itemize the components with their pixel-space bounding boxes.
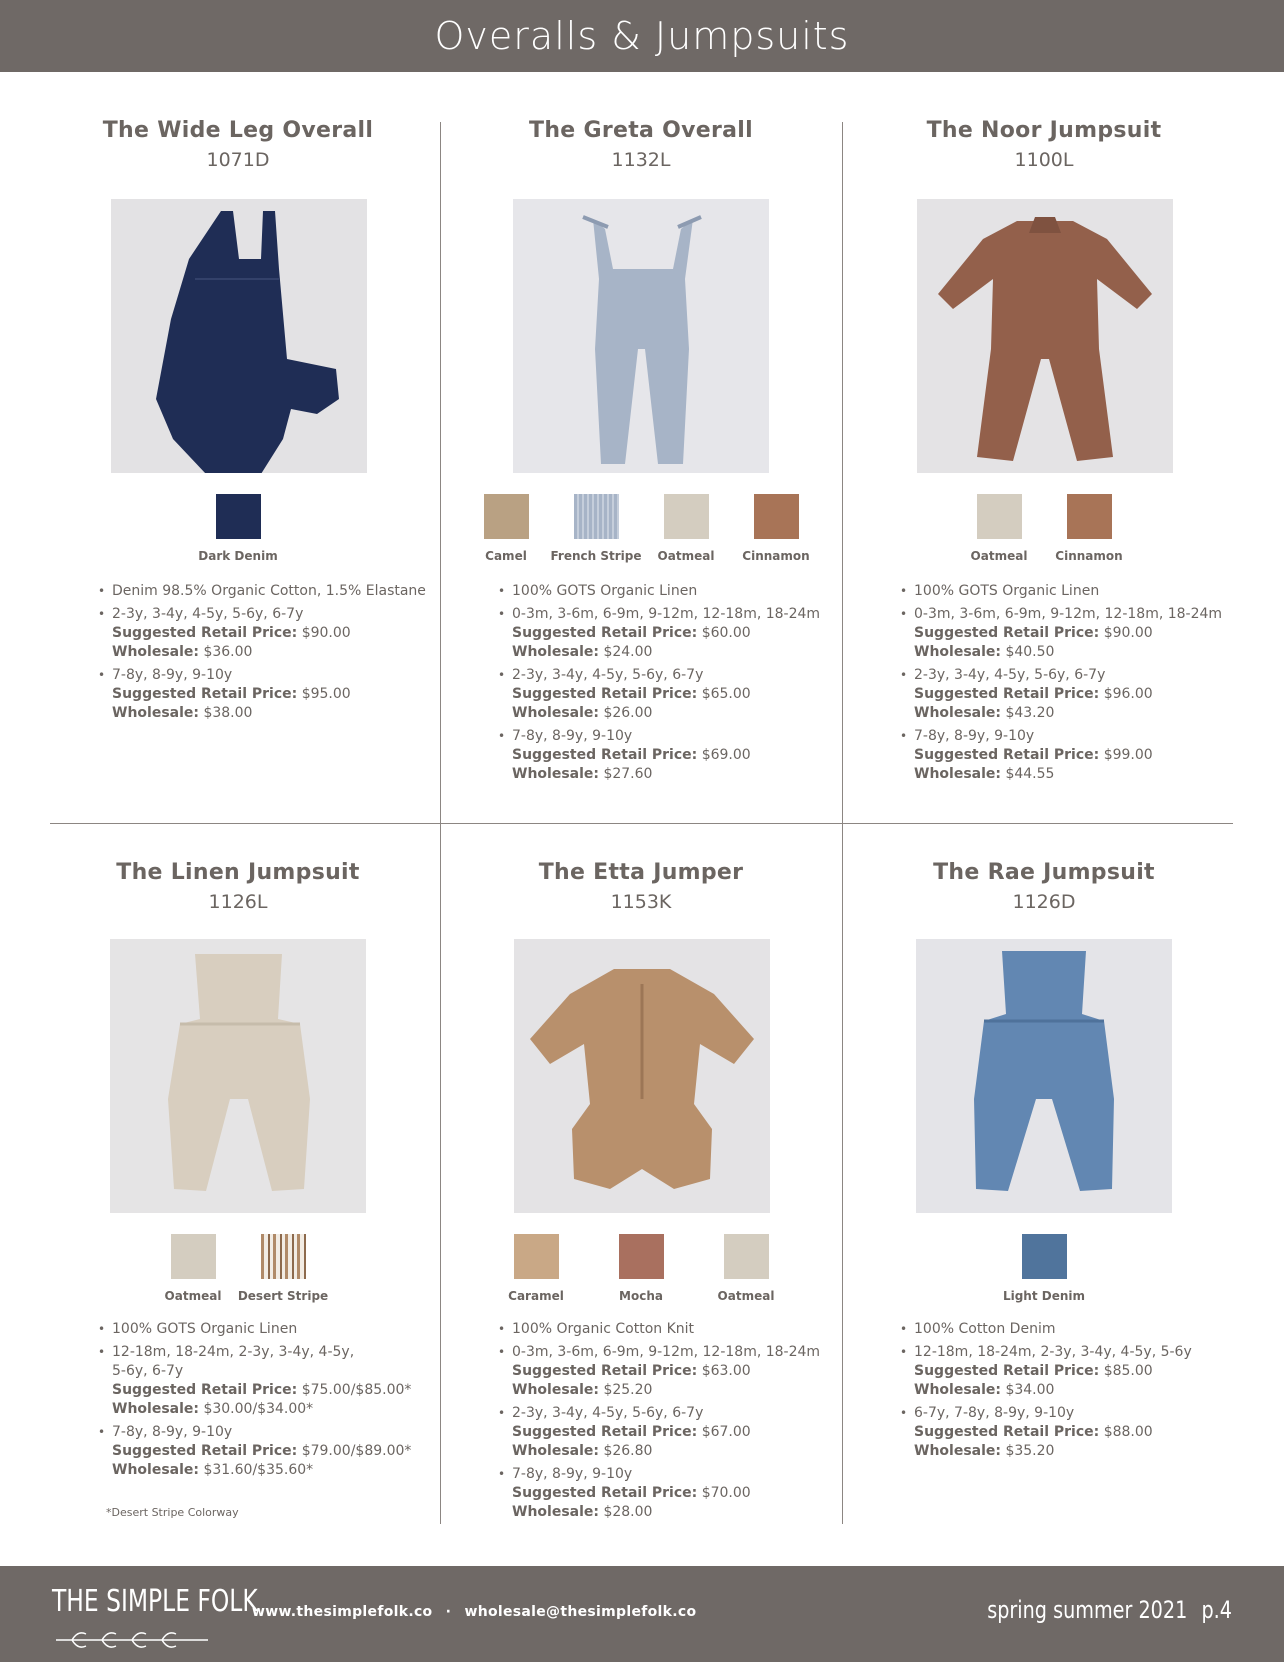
wholesale-label: Wholesale: xyxy=(512,1382,599,1398)
product-specs xyxy=(900,1320,1244,1465)
wholesale-label: Wholesale: xyxy=(512,644,599,660)
color-chip xyxy=(484,494,529,539)
swatch[interactable] xyxy=(641,494,731,563)
wholesale-price: $24.00 xyxy=(603,644,653,660)
spec-text: • 2-3y, 3-4y, 4-5y, 5-6y, 6-7y xyxy=(512,1405,704,1421)
color-swatches xyxy=(38,1234,438,1303)
spec-item xyxy=(900,582,1244,601)
retail-price: $75.00/$85.00* xyxy=(301,1382,412,1398)
product-card xyxy=(441,860,841,1520)
website-link[interactable]: www.thesimplefolk.co xyxy=(252,1604,433,1620)
spec-item xyxy=(98,582,438,601)
spec-text: • 7-8y, 8-9y, 9-10y xyxy=(914,728,1035,744)
retail-price: $99.00 xyxy=(1103,747,1153,763)
wholesale-price: $31.60/$35.60* xyxy=(203,1462,314,1478)
color-chip xyxy=(664,494,709,539)
color-swatches xyxy=(844,494,1244,563)
retail-price: $88.00 xyxy=(1103,1424,1153,1440)
wholesale-label: Wholesale: xyxy=(512,1504,599,1520)
color-chip xyxy=(977,494,1022,539)
spec-text: • 2-3y, 3-4y, 4-5y, 5-6y, 6-7y xyxy=(112,606,304,622)
product-code: 1126L xyxy=(208,891,268,913)
product-card xyxy=(441,118,841,818)
product-card xyxy=(38,118,438,818)
retail-label: Suggested Retail Price: xyxy=(914,1424,1100,1440)
product-name: The Noor Jumpsuit xyxy=(926,118,1162,143)
retail-price: $70.00 xyxy=(701,1485,751,1501)
retail-price: $67.00 xyxy=(701,1424,751,1440)
wholesale-label: Wholesale: xyxy=(512,1443,599,1459)
spec-item xyxy=(900,666,1244,723)
color-swatches xyxy=(844,1234,1244,1303)
swatch-label: Light Denim xyxy=(1002,1289,1086,1303)
page-number: p.4 xyxy=(1201,1596,1232,1624)
retail-price: $69.00 xyxy=(701,747,751,763)
swatch[interactable] xyxy=(551,494,641,563)
footnote: *Desert Stripe Colorway xyxy=(106,1506,239,1519)
page-footer xyxy=(0,1566,1284,1662)
retail-price: $65.00 xyxy=(701,686,751,702)
retail-price: $90.00 xyxy=(301,625,351,641)
spec-text: • 12-18m, 18-24m, 2-3y, 3-4y, 4-5y, xyxy=(112,1344,355,1360)
spec-item xyxy=(900,727,1244,784)
swatch-label: Dark Denim xyxy=(198,549,278,563)
swatch[interactable] xyxy=(193,494,283,563)
spec-item xyxy=(498,666,841,723)
product-name: The Greta Overall xyxy=(529,118,753,143)
swatch-label: Oatmeal xyxy=(657,549,715,563)
season-label xyxy=(987,1596,1232,1624)
retail-label: Suggested Retail Price: xyxy=(512,1363,698,1379)
retail-label: Suggested Retail Price: xyxy=(512,747,698,763)
wholesale-price: $36.00 xyxy=(203,644,253,660)
retail-price: $79.00/$89.00* xyxy=(301,1443,412,1459)
wholesale-label: Wholesale: xyxy=(112,1462,199,1478)
spec-text: • Denim 98.5% Organic Cotton, 1.5% Elastane xyxy=(112,583,426,599)
spec-text: • 2-3y, 3-4y, 4-5y, 5-6y, 6-7y xyxy=(914,667,1106,683)
color-chip xyxy=(514,1234,559,1279)
product-code: 1071D xyxy=(206,149,270,171)
spec-item xyxy=(498,727,841,784)
spec-item xyxy=(900,1404,1244,1461)
spec-item xyxy=(498,605,841,662)
spec-item xyxy=(98,1320,438,1339)
product-specs xyxy=(98,582,438,727)
spec-text: • 0-3m, 3-6m, 6-9m, 9-12m, 12-18m, 18-24m xyxy=(914,606,1223,622)
retail-price: $85.00 xyxy=(1103,1363,1153,1379)
product-name: The Linen Jumpsuit xyxy=(116,860,360,885)
color-chip xyxy=(1067,494,1112,539)
spec-item xyxy=(98,666,438,723)
spec-item xyxy=(98,1343,438,1419)
color-chip xyxy=(216,494,261,539)
retail-price: $60.00 xyxy=(701,625,751,641)
color-chip xyxy=(261,1234,306,1279)
swatch[interactable] xyxy=(999,1234,1089,1303)
spec-text: • 7-8y, 8-9y, 9-10y xyxy=(112,1424,233,1440)
swatch-label: Mocha xyxy=(619,1289,663,1303)
page-title: Overalls & Jumpsuits xyxy=(434,14,850,58)
swatch[interactable] xyxy=(731,494,821,563)
retail-label: Suggested Retail Price: xyxy=(914,625,1100,641)
product-card xyxy=(844,860,1244,1520)
spec-item xyxy=(98,605,438,662)
wholesale-price: $44.55 xyxy=(1005,766,1055,782)
wholesale-price: $38.00 xyxy=(203,705,253,721)
spec-item xyxy=(498,582,841,601)
wholesale-price: $43.20 xyxy=(1005,705,1055,721)
spec-text: • 2-3y, 3-4y, 4-5y, 5-6y, 6-7y xyxy=(512,667,704,683)
spec-item xyxy=(498,1404,841,1461)
retail-label: Suggested Retail Price: xyxy=(512,686,698,702)
page-header xyxy=(0,0,1284,72)
product-code: 1132L xyxy=(611,149,671,171)
wholesale-label: Wholesale: xyxy=(112,1401,199,1417)
wholesale-price: $25.20 xyxy=(603,1382,653,1398)
swatch-label: Oatmeal xyxy=(970,549,1028,563)
swatch[interactable] xyxy=(1044,494,1134,563)
spec-item xyxy=(900,605,1244,662)
product-photo xyxy=(110,939,366,1213)
retail-label: Suggested Retail Price: xyxy=(914,1363,1100,1379)
wholesale-price: $28.00 xyxy=(603,1504,653,1520)
wholesale-label: Wholesale: xyxy=(914,644,1001,660)
product-photo xyxy=(514,939,770,1213)
retail-label: Suggested Retail Price: xyxy=(512,1485,698,1501)
color-chip xyxy=(171,1234,216,1279)
color-chip xyxy=(574,494,619,539)
retail-price: $63.00 xyxy=(701,1363,751,1379)
product-photo xyxy=(916,939,1172,1213)
wholesale-label: Wholesale: xyxy=(914,1382,1001,1398)
retail-label: Suggested Retail Price: xyxy=(512,1424,698,1440)
product-code: 1153K xyxy=(610,891,672,913)
spec-text: • 0-3m, 3-6m, 6-9m, 9-12m, 12-18m, 18-24m xyxy=(512,606,821,622)
wholesale-price: $26.80 xyxy=(603,1443,653,1459)
wholesale-price: $40.50 xyxy=(1005,644,1055,660)
wholesale-price: $34.00 xyxy=(1005,1382,1055,1398)
spec-item xyxy=(900,1320,1244,1339)
wholesale-price: $35.20 xyxy=(1005,1443,1055,1459)
spec-text: • 12-18m, 18-24m, 2-3y, 3-4y, 4-5y, 5-6y xyxy=(914,1344,1192,1360)
color-swatches xyxy=(441,494,841,563)
retail-price: $90.00 xyxy=(1103,625,1153,641)
spec-text: • 100% Cotton Denim xyxy=(914,1321,1056,1337)
swatch-label: Cinnamon xyxy=(1055,549,1123,563)
swatch[interactable] xyxy=(148,1234,238,1303)
color-swatches xyxy=(441,1234,841,1303)
product-photo xyxy=(111,199,367,473)
product-card xyxy=(844,118,1244,818)
product-specs xyxy=(900,582,1244,788)
swatch-label: French Stripe xyxy=(550,549,642,563)
product-specs xyxy=(498,1320,841,1526)
wholesale-price: $26.00 xyxy=(603,705,653,721)
spec-item xyxy=(98,1423,438,1480)
retail-price: $95.00 xyxy=(301,686,351,702)
wholesale-label: Wholesale: xyxy=(914,1443,1001,1459)
product-name: The Wide Leg Overall xyxy=(102,118,374,143)
product-name: The Rae Jumpsuit xyxy=(933,860,1155,885)
product-card xyxy=(38,860,438,1520)
spec-text: • 100% Organic Cotton Knit xyxy=(512,1321,695,1337)
spec-text: • 7-8y, 8-9y, 9-10y xyxy=(512,1466,633,1482)
swatch-label: Oatmeal xyxy=(164,1289,222,1303)
retail-label: Suggested Retail Price: xyxy=(914,747,1100,763)
spec-text: • 6-7y, 7-8y, 8-9y, 9-10y xyxy=(914,1405,1075,1421)
retail-label: Suggested Retail Price: xyxy=(512,625,698,641)
retail-label: Suggested Retail Price: xyxy=(914,686,1100,702)
swatch[interactable] xyxy=(954,494,1044,563)
email-link[interactable]: wholesale@thesimplefolk.co xyxy=(464,1604,697,1620)
spec-text: • 7-8y, 8-9y, 9-10y xyxy=(112,667,233,683)
season-text: spring summer 2021 xyxy=(987,1596,1188,1624)
retail-label: Suggested Retail Price: xyxy=(112,686,298,702)
spec-item xyxy=(498,1320,841,1339)
spec-text: • 7-8y, 8-9y, 9-10y xyxy=(512,728,633,744)
color-chip xyxy=(619,1234,664,1279)
swatch[interactable] xyxy=(238,1234,328,1303)
product-code: 1126D xyxy=(1012,891,1076,913)
product-code: 1100L xyxy=(1014,149,1074,171)
color-chip xyxy=(724,1234,769,1279)
separator: · xyxy=(445,1604,452,1620)
wholesale-label: Wholesale: xyxy=(512,766,599,782)
row-divider xyxy=(50,823,1233,824)
swatch-label: Cinnamon xyxy=(742,549,810,563)
retail-price: $96.00 xyxy=(1103,686,1153,702)
wholesale-price: $27.60 xyxy=(603,766,653,782)
spec-text: • 100% GOTS Organic Linen xyxy=(512,583,698,599)
brand-logo: THE SIMPLE FOLK xyxy=(52,1584,258,1619)
wholesale-label: Wholesale: xyxy=(914,766,1001,782)
spec-text: • 100% GOTS Organic Linen xyxy=(112,1321,298,1337)
contact-info xyxy=(252,1604,696,1620)
product-photo xyxy=(513,199,769,473)
spec-text: • 0-3m, 3-6m, 6-9m, 9-12m, 12-18m, 18-24m xyxy=(512,1344,821,1360)
sprig-icon xyxy=(52,1626,212,1652)
spec-item xyxy=(498,1343,841,1400)
swatch-label: Camel xyxy=(485,549,527,563)
swatch[interactable] xyxy=(589,1234,694,1303)
product-specs xyxy=(498,582,841,788)
color-swatches xyxy=(38,494,438,563)
wholesale-label: Wholesale: xyxy=(112,705,199,721)
color-chip xyxy=(754,494,799,539)
spec-item xyxy=(900,1343,1244,1400)
retail-label: Suggested Retail Price: xyxy=(112,1443,298,1459)
wholesale-label: Wholesale: xyxy=(112,644,199,660)
product-specs xyxy=(98,1320,438,1484)
retail-label: Suggested Retail Price: xyxy=(112,625,298,641)
swatch-label: Desert Stripe xyxy=(237,1289,329,1303)
swatch[interactable] xyxy=(694,1234,799,1303)
swatch-label: Caramel xyxy=(508,1289,564,1303)
wholesale-label: Wholesale: xyxy=(512,705,599,721)
swatch[interactable] xyxy=(461,494,551,563)
product-photo xyxy=(917,199,1173,473)
wholesale-price: $30.00/$34.00* xyxy=(203,1401,314,1417)
swatch-label: Oatmeal xyxy=(717,1289,775,1303)
spec-text: • 100% GOTS Organic Linen xyxy=(914,583,1100,599)
color-chip xyxy=(1022,1234,1067,1279)
retail-label: Suggested Retail Price: xyxy=(112,1382,298,1398)
spec-item xyxy=(498,1465,841,1522)
swatch[interactable] xyxy=(484,1234,589,1303)
product-name: The Etta Jumper xyxy=(538,860,744,885)
spec-text: 5-6y, 6-7y xyxy=(112,1363,184,1379)
wholesale-label: Wholesale: xyxy=(914,705,1001,721)
